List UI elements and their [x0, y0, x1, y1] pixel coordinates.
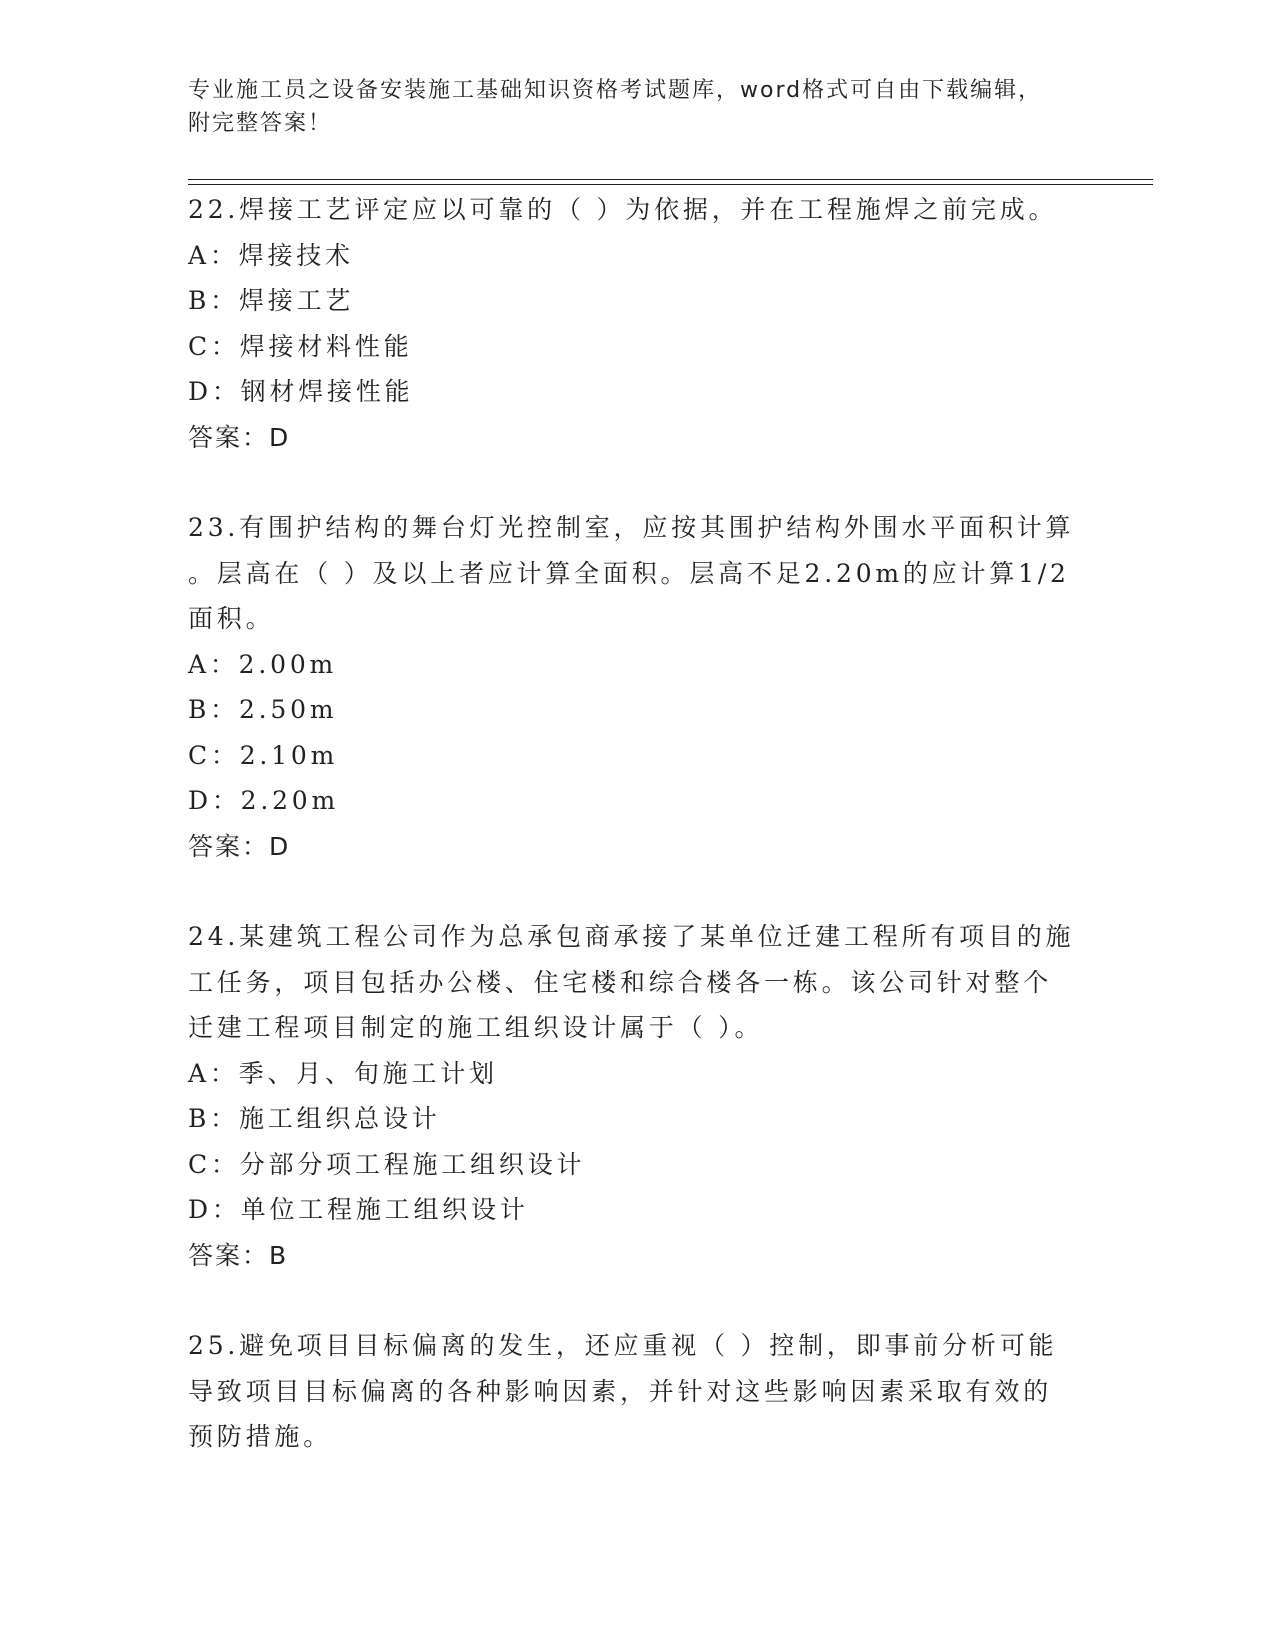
answer-option: B：2.50m [188, 695, 338, 724]
question-stem-line: 24.某建筑工程公司作为总承包商承接了某单位迁建工程所有项目的施 [188, 922, 1075, 951]
answer-option: C：焊接材料性能 [188, 331, 413, 361]
header-line-2: 附完整答案！ [188, 111, 333, 136]
answer-option: A：焊接技术 [188, 240, 354, 270]
question-stem [188, 1323, 1068, 1460]
question-stem-line: 工任务，项目包括办公楼、住宅楼和综合楼各一栋。该公司针对整个 [188, 967, 1053, 997]
question-stem [188, 187, 1068, 233]
header-divider-top [188, 179, 1153, 180]
answer-option: A：季、月、旬施工计划 [188, 1058, 498, 1088]
question-block [188, 187, 1068, 460]
answer-key: 答案：B [188, 1240, 289, 1270]
question-stem [188, 914, 1075, 1051]
header-divider-bottom [188, 184, 1153, 185]
header-line-1: 专业施工员之设备安装施工基础知识资格考试题库，word格式可自由下载编辑， [188, 78, 1043, 103]
document-header [188, 74, 1068, 140]
answer-option: B：施工组织总设计 [188, 1104, 441, 1133]
answer-option: A：2.00m [188, 649, 338, 679]
answer-option: D：单位工程施工组织设计 [188, 1195, 529, 1224]
question-stem-line: 23.有围护结构的舞台灯光控制室，应按其围护结构外围水平面积计算 [188, 513, 1075, 542]
question-stem-line: 预防措施。 [188, 1422, 333, 1451]
question-stem-line: 迁建工程项目制定的施工组织设计属于（ ）。 [188, 1013, 764, 1042]
answer-option: B：焊接工艺 [188, 286, 355, 315]
question-block [188, 505, 1075, 869]
question-block [188, 1323, 1068, 1460]
question-stem-line: 25.避免项目目标偏离的发生，还应重视（ ）控制，即事前分析可能 [188, 1331, 1058, 1360]
question-stem [188, 505, 1075, 642]
answer-option: C：2.10m [188, 740, 339, 770]
question-block [188, 914, 1075, 1278]
question-list [188, 187, 1075, 1505]
answer-option: C：分部分项工程施工组织设计 [188, 1149, 586, 1179]
question-stem-line: 面积。 [188, 604, 275, 633]
question-stem-line: 导致项目目标偏离的各种影响因素，并针对这些影响因素采取有效的 [188, 1376, 1053, 1406]
question-stem-line: 。层高在（ ）及以上者应计算全面积。层高不足2.20m的应计算1/2 [188, 558, 1070, 588]
answer-option: D：2.20m [188, 786, 340, 815]
answer-key: 答案：D [188, 831, 291, 861]
question-stem-line: 22.焊接工艺评定应以可靠的（ ）为依据，并在工程施焊之前完成。 [188, 195, 1058, 224]
answer-option: D：钢材焊接性能 [188, 377, 414, 406]
answer-key: 答案：D [188, 422, 291, 452]
